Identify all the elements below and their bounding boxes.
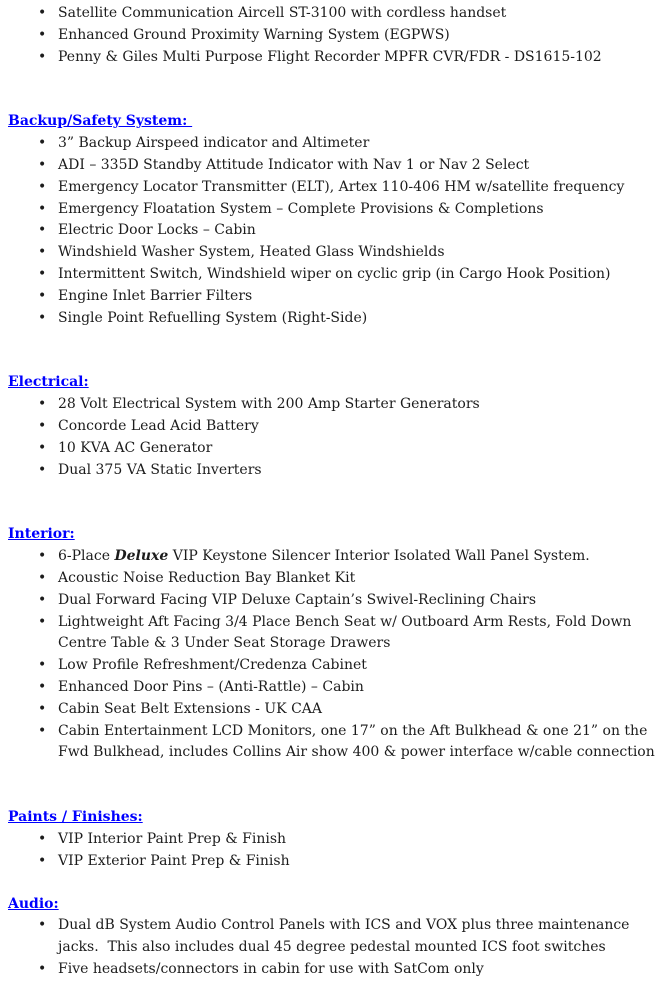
list-item [8, 655, 660, 677]
list-item-text: Concorde Lead Acid Battery [58, 417, 259, 434]
list-item-text: Electric Door Locks – Cabin [58, 222, 256, 239]
list-item-text: Satellite Communication Aircell ST-3100 with cordless handset [58, 5, 507, 21]
list-item-text: Acoustic Noise Reduction Bay Blanket Kit [58, 569, 356, 586]
section-heading-paints-finishes: Paints / Finishes: [8, 809, 143, 826]
audio-bullet-list [8, 915, 660, 980]
list-item-text: Engine Inlet Barrier Filters [58, 287, 253, 304]
backup-safety-bullet-list [8, 133, 660, 329]
interior-bullet-list [8, 546, 660, 764]
list-item-text: Five headsets/connectors in cabin for use with SatCom only [58, 960, 484, 977]
list-item [8, 3, 660, 25]
list-item-text: Enhanced Ground Proximity Warning System (EGPWS) [58, 26, 450, 43]
list-item [8, 590, 660, 612]
list-item-text: Low Profile Refreshment/Credenza Cabinet [58, 657, 367, 674]
section-electrical [8, 372, 660, 481]
list-item-text: 10 KVA AC Generator [58, 439, 213, 456]
section-interior [8, 524, 660, 764]
section-heading-electrical: Electrical: [8, 374, 89, 391]
list-item [8, 242, 660, 264]
list-item-text: 28 Volt Electrical System with 200 Amp Starter Generators [58, 396, 480, 413]
list-item-text: Single Point Refuelling System (Right-Side) [58, 309, 368, 326]
list-item [8, 568, 660, 590]
list-item-text: Lightweight Aft Facing 3/4 Place Bench Seat w/ Outboard Arm Rests, Fold Down Centre Table & 3 Under Seat Storage Drawers [58, 613, 636, 652]
list-item [8, 699, 660, 721]
list-item [8, 155, 660, 177]
list-item-text: Dual 375 VA Static Inverters [58, 461, 262, 478]
list-item [8, 546, 660, 568]
list-item-text: Windshield Washer System, Heated Glass Windshields [58, 244, 445, 261]
list-item [8, 829, 660, 851]
section-heading-backup-safety-system: Backup/Safety System: [8, 113, 193, 130]
list-item-text: Dual dB System Audio Control Panels with ICS and VOX plus three maintenance jacks. This also includes dual 45 degree pedestal mounted ICS foot switches [58, 917, 634, 956]
list-item-text: Emergency Locator Transmitter (ELT), Artex 110-406 HM w/satellite frequency [58, 178, 625, 195]
list-item [8, 47, 660, 69]
paints-finishes-bullet-list [8, 829, 660, 873]
intro-bullet-list [8, 3, 660, 68]
list-item [8, 394, 660, 416]
list-item-text: Cabin Seat Belt Extensions - UK CAA [58, 700, 322, 717]
list-item [8, 25, 660, 47]
list-item-text: Dual Forward Facing VIP Deluxe Captain’s Swivel-Reclining Chairs [58, 591, 537, 608]
list-item [8, 851, 660, 873]
list-item-text: ADI – 335D Standby Attitude Indicator with Nav 1 or Nav 2 Select [58, 156, 530, 173]
list-item [8, 264, 660, 286]
list-item-text: 3” Backup Airspeed indicator and Altimeter [58, 135, 370, 152]
list-item [8, 220, 660, 242]
list-item-text: 6-Place Deluxe VIP Keystone Silencer Interior Isolated Wall Panel System. [58, 548, 590, 565]
section-audio [8, 894, 660, 981]
list-item [8, 438, 660, 460]
list-item-text: VIP Exterior Paint Prep & Finish [58, 852, 290, 869]
list-item [8, 612, 660, 656]
list-item [8, 959, 660, 981]
list-item-text: Enhanced Door Pins – (Anti-Rattle) – Cabin [58, 678, 364, 695]
list-item [8, 199, 660, 221]
list-item-text: VIP Interior Paint Prep & Finish [58, 830, 287, 847]
list-item [8, 721, 660, 765]
list-item [8, 677, 660, 699]
list-item-text: Emergency Floatation System – Complete Provisions & Completions [58, 200, 544, 217]
section-heading-interior: Interior: [8, 526, 75, 543]
list-item [8, 286, 660, 308]
list-item [8, 177, 660, 199]
list-item-text: Cabin Entertainment LCD Monitors, one 17” on the Aft Bulkhead & one 21” on the Fwd Bulkhead, includes Collins Air show 400 & power interface w/cable connection [58, 722, 655, 761]
list-item [8, 133, 660, 155]
list-item [8, 308, 660, 330]
section-backup-safety-system [8, 111, 660, 329]
list-item [8, 460, 660, 482]
list-item [8, 416, 660, 438]
section-paints-finishes [8, 807, 660, 872]
list-item-text: Intermittent Switch, Windshield wiper on cyclic grip (in Cargo Hook Position) [58, 265, 611, 282]
section-heading-audio: Audio: [8, 895, 59, 912]
list-item-text: Penny & Giles Multi Purpose Flight Recorder MPFR CVR/FDR - DS1615-102 [58, 48, 602, 65]
list-item [8, 915, 660, 959]
electrical-bullet-list [8, 394, 660, 481]
